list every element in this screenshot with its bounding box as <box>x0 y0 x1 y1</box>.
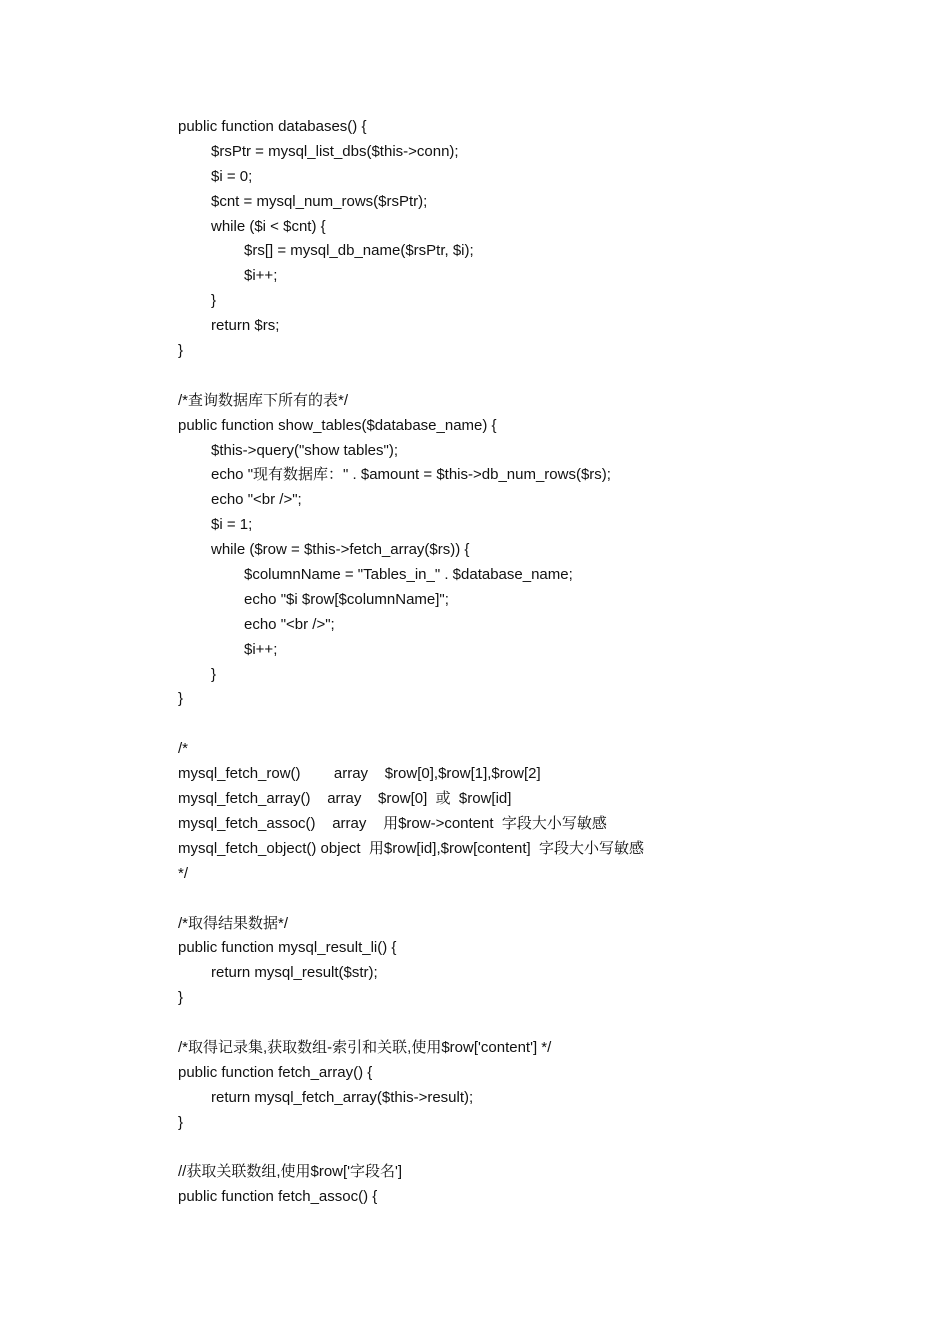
code-line: $i++; <box>244 640 278 658</box>
blank-line <box>178 1011 898 1036</box>
code-line: $rsPtr = mysql_list_dbs($this->conn); <box>211 142 459 160</box>
code-line: mysql_fetch_row() array $row[0],$row[1],$row[2] <box>178 765 541 783</box>
code-line: /*取得记录集,获取数组-索引和关联,使用$row['content'] */ <box>178 1038 552 1056</box>
code-line: */ <box>178 864 189 882</box>
code-line: public function show_tables($database_name) { <box>178 416 497 434</box>
code-line: $i++; <box>244 267 278 285</box>
blank-line <box>178 712 898 737</box>
code-line: /* <box>178 740 189 758</box>
blank-line <box>178 1136 898 1161</box>
code-line: echo "现有数据库：" . $amount = $this->db_num_rows($rs); <box>211 466 611 484</box>
code-line: } <box>211 665 217 683</box>
code-line: } <box>178 989 184 1007</box>
code-line: $columnName = "Tables_in_" . $database_name; <box>244 566 573 584</box>
code-line: return mysql_result($str); <box>211 964 378 982</box>
code-line: echo "<br />"; <box>244 615 335 633</box>
code-line: echo "$i $row[$columnName]"; <box>244 590 449 608</box>
code-line: //获取关联数组,使用$row['字段名'] <box>178 1163 403 1181</box>
code-line: } <box>178 1113 184 1131</box>
code-line: public function databases() { <box>178 118 367 135</box>
code-line: $cnt = mysql_num_rows($rsPtr); <box>211 192 428 210</box>
code-line: /*查询数据库下所有的表*/ <box>178 391 349 409</box>
code-line: /*取得结果数据*/ <box>178 914 289 932</box>
blank-line <box>178 364 898 389</box>
code-line: $rs[] = mysql_db_name($rsPtr, $i); <box>244 242 474 260</box>
code-line: echo "<br />"; <box>211 491 302 509</box>
code-line: } <box>178 342 184 360</box>
code-line: } <box>178 690 184 708</box>
blank-line <box>178 887 898 912</box>
code-line: mysql_fetch_object() object 用$row[id],$row[content] 字段大小写敏感 <box>178 839 644 857</box>
code-line: return mysql_fetch_array($this->result); <box>211 1088 474 1106</box>
code-line: mysql_fetch_assoc() array 用$row->content 字段大小写敏感 <box>178 814 607 832</box>
code-line: mysql_fetch_array() array $row[0] 或 $row[id] <box>178 790 512 808</box>
code-line: while ($i < $cnt) { <box>211 217 326 235</box>
code-line: return $rs; <box>211 317 280 335</box>
code-line: while ($row = $this->fetch_array($rs)) { <box>211 541 470 559</box>
code-line: $i = 1; <box>211 516 253 534</box>
code-line: public function mysql_result_li() { <box>178 939 397 957</box>
code-line: public function fetch_assoc() { <box>178 1188 378 1206</box>
code-line: $this->query("show tables"); <box>211 441 398 459</box>
code-line: $i = 0; <box>211 167 253 185</box>
code-listing <box>178 115 898 1210</box>
code-line: } <box>211 292 217 310</box>
code-line: public function fetch_array() { <box>178 1063 373 1081</box>
